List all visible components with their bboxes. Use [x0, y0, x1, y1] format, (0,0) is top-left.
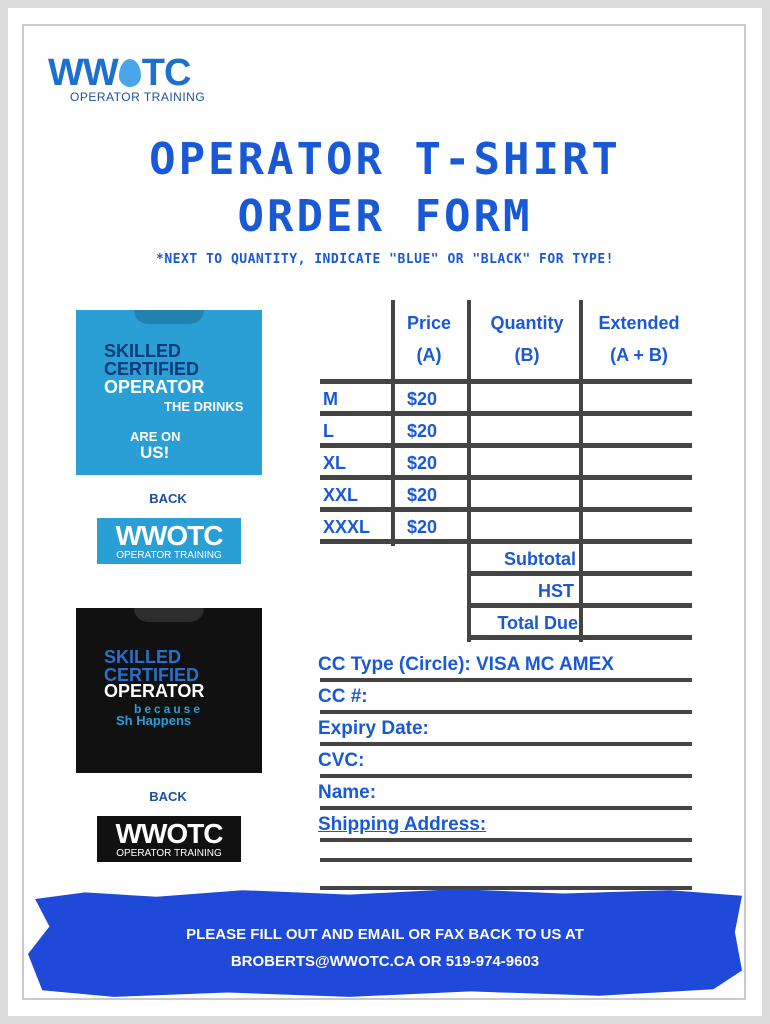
name-label: Name:	[318, 782, 377, 803]
size-l: L	[323, 421, 334, 441]
form-line	[320, 838, 692, 842]
shirt-text-line: ARE ON	[130, 429, 181, 444]
cc-number-label: CC #:	[318, 686, 368, 707]
type-note: *NEXT TO QUANTITY, INDICATE "BLUE" OR "BLACK" FOR TYPE!	[156, 252, 614, 267]
blue-back-logo: WWOTC OPERATOR TRAINING	[97, 518, 241, 564]
header-extended-sub: (A + B)	[610, 345, 668, 365]
price-l: $20	[407, 421, 438, 441]
size-xxxl: XXXL	[323, 517, 371, 537]
form-line	[320, 678, 692, 682]
shirt-text-line: OPERATOR	[104, 681, 205, 701]
price-m: $20	[407, 389, 438, 409]
form-title-line1: OPERATOR T-SHIRT	[149, 134, 621, 185]
form-line	[320, 742, 692, 746]
form-line	[320, 806, 692, 810]
table-rule	[320, 539, 692, 544]
shirt-text-line: SKILLED	[104, 647, 182, 667]
table-rule	[320, 411, 692, 416]
cvc-label: CVC:	[318, 750, 365, 771]
shirt-text-line: CERTIFIED	[104, 359, 200, 379]
black-back-logo: WWOTC OPERATOR TRAINING	[97, 816, 241, 862]
table-divider	[467, 300, 471, 642]
expiry-label: Expiry Date:	[318, 718, 429, 739]
shipping-address-label: Shipping Address:	[318, 814, 487, 835]
total-due-label: Total Due	[497, 613, 578, 633]
table-rule	[320, 443, 692, 448]
header-extended: Extended	[598, 313, 680, 333]
table-rule	[320, 507, 692, 512]
footer-instruction: PLEASE FILL OUT AND EMAIL OR FAX BACK TO US AT	[186, 926, 584, 943]
hst-label: HST	[538, 581, 574, 601]
table-rule	[467, 603, 692, 608]
shirt-text-line: SKILLED	[104, 341, 182, 361]
table-rule	[320, 379, 692, 384]
shirt-text-line: OPERATOR	[104, 377, 205, 397]
table-rule	[467, 635, 692, 640]
footer-brush-banner	[28, 888, 742, 998]
black-shirt-image	[76, 608, 262, 773]
price-xxl: $20	[407, 485, 438, 505]
logo-text-right: TC	[141, 52, 191, 94]
subtotal-label: Subtotal	[504, 549, 576, 569]
blue-shirt-image	[76, 310, 262, 475]
table-divider	[579, 300, 583, 642]
black-back-label: BACK	[149, 789, 187, 804]
water-drop-icon	[119, 59, 141, 87]
form-line	[320, 774, 692, 778]
size-xxl: XXL	[323, 485, 359, 505]
shirt-text-line: Sh Happens	[116, 713, 192, 728]
shirt-text-line: THE DRINKS	[164, 399, 244, 414]
form-title-line2: ORDER FORM	[237, 191, 533, 242]
price-xl: $20	[407, 453, 438, 473]
footer-contact: BROBERTS@WWOTC.CA OR 519-974-9603	[230, 953, 540, 970]
blue-back-label: BACK	[149, 491, 187, 506]
logo-text-left: WW	[48, 52, 118, 94]
header-quantity: Quantity	[490, 313, 564, 333]
table-rule	[320, 475, 692, 480]
size-m: M	[323, 389, 338, 409]
shirt-text-line: US!	[140, 443, 170, 462]
size-xl: XL	[323, 453, 347, 473]
form-line	[320, 858, 692, 862]
logo-subtitle: OPERATOR TRAINING	[70, 90, 206, 104]
form-line	[320, 710, 692, 714]
shirt-text-line: CERTIFIED	[104, 665, 200, 685]
shirt-text-line: because	[134, 702, 204, 716]
header-price: Price	[406, 313, 452, 333]
cc-type-label: CC Type (Circle): VISA MC AMEX	[318, 654, 614, 675]
form-line	[320, 886, 692, 890]
header-quantity-sub: (B)	[514, 345, 540, 365]
table-rule	[467, 571, 692, 576]
wwotc-logo	[48, 52, 218, 106]
header-price-sub: (A)	[416, 345, 442, 365]
price-xxxl: $20	[407, 517, 438, 537]
